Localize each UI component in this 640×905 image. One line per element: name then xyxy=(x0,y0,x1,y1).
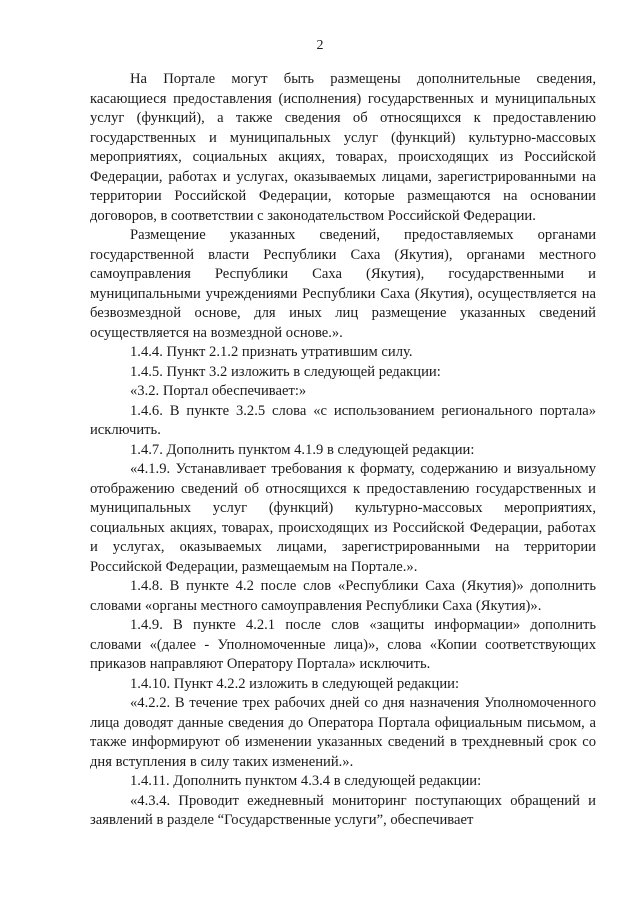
page-number: 2 xyxy=(316,38,324,53)
paragraph-portal-info: На Портале могут быть размещены дополнительные сведения, касающиеся предоставления (исполнения) государственных и муниципальных услуг (функций), а также сведения об относящихся к предоставлению государственных и муниципальных услуг (функций) культурно-массовых мероприятиях, социальных акциях, товарах, происходящих из Российской Федерации, работах и услугах, оказываемых лицами, зарегистрированными на территории Российской Федерации, которые размещаются на основании договоров, в соответствии с законодательством Российской Федерации. xyxy=(90,71,596,224)
paragraph-4-2-2: «4.2.2. В течение трех рабочих дней со дня назначения Уполномоченного лица доводят данные сведения до Оператора Портала официальным письмом, а также информируют об изменении указанных сведений в трехдневный срок со дня вступления в силу таких изменений.». xyxy=(90,695,596,770)
paragraph-4-1-9: «4.1.9. Устанавливает требования к формату, содержанию и визуальному отображению сведений об относящихся к предоставлению государственных и муниципальных услуг (функций) культурно-массовых мероприятиях, социальных акциях, товарах, происходящих из Российской Федерации, работах и услугах, оказываемых лицами, зарегистрированными на территории Российской Федерации, размещаемым на Портале.». xyxy=(90,461,596,575)
paragraph-1-4-5: 1.4.5. Пункт 3.2 изложить в следующей редакции: xyxy=(130,363,441,380)
paragraph-1-4-4: 1.4.4. Пункт 2.1.2 признать утратившим силу. xyxy=(130,344,413,360)
document-body xyxy=(90,70,596,831)
paragraph-4-3-4: «4.3.4. Проводит ежедневный мониторинг поступающих обращений и заявлений в разделе “Государственные услуги”, обеспечивает xyxy=(90,792,596,828)
paragraph-1-4-9: 1.4.9. В пункте 4.2.1 после слов «защиты информации» дополнить словами «(далее - Уполномоченные лица)», слова «Копии соответствующих приказов направляют Оператору Портала» исключить. xyxy=(90,617,596,672)
paragraph-1-4-7: 1.4.7. Дополнить пунктом 4.1.9 в следующей редакции: xyxy=(130,441,475,458)
paragraph-1-4-8: 1.4.8. В пункте 4.2 после слов «Республики Саха (Якутия)» дополнить словами «органы местного самоуправления Республики Саха (Якутия)». xyxy=(90,578,596,614)
paragraph-1-4-6: 1.4.6. В пункте 3.2.5 слова «с использованием регионального портала» исключить. xyxy=(90,402,596,438)
paragraph-1-4-10: 1.4.10. Пункт 4.2.2 изложить в следующей редакции: xyxy=(130,675,459,692)
paragraph-placement-terms: Размещение указанных сведений, предоставляемых органами государственной власти Республики Саха (Якутия), органами местного самоуправления Республики Саха (Якутия), государственными и муниципальными учреждениями Республики Саха (Якутия), осуществляется на безвозмездной основе, для иных лиц размещение указанных сведений осуществляется на возмездной основе.». xyxy=(90,227,596,341)
paragraph-1-4-11: 1.4.11. Дополнить пунктом 4.3.4 в следующей редакции: xyxy=(130,773,482,789)
paragraph-3-2: «3.2. Портал обеспечивает:» xyxy=(130,383,307,399)
